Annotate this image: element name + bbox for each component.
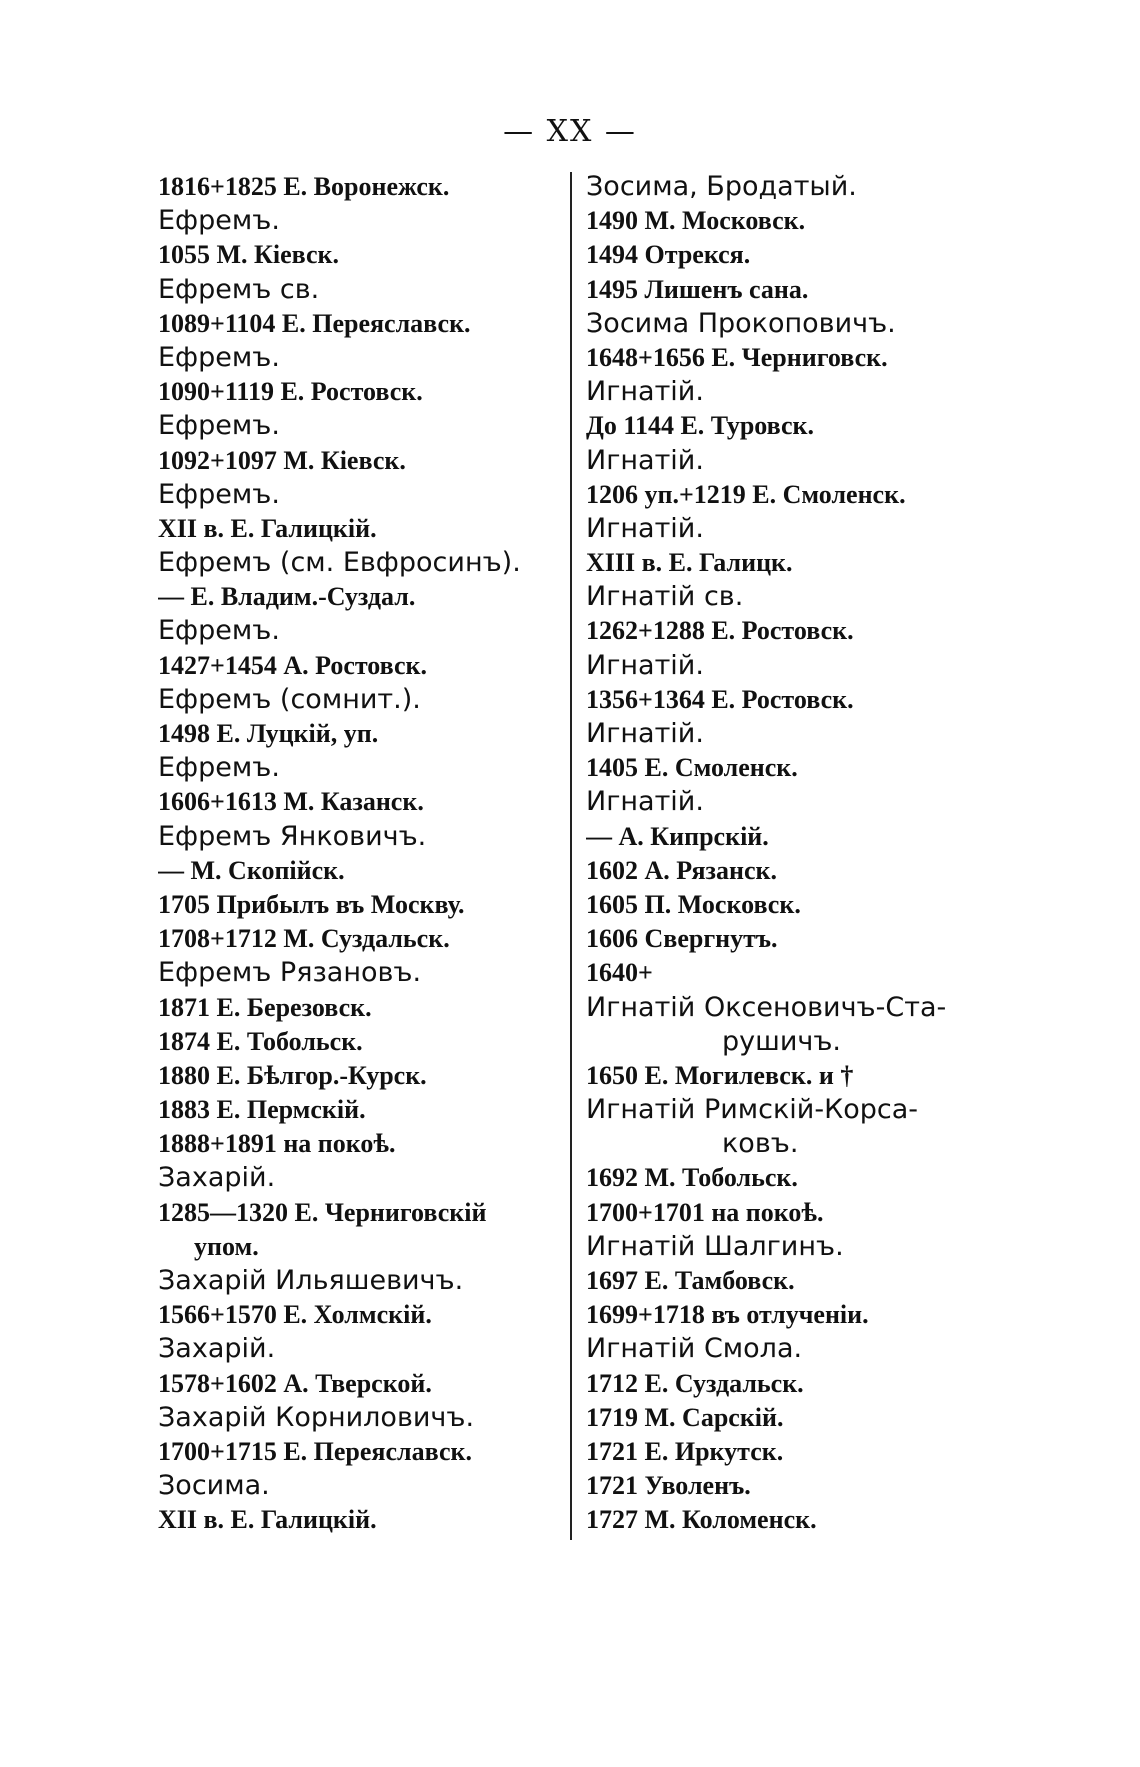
entry-detail: 1498 Е. Луцкій, уп. (158, 719, 379, 748)
entry-name: Ефремъ. (158, 615, 280, 647)
entry-detail: 1262+1288 Е. Ростовск. (586, 616, 854, 646)
entry-name: Игнатій Римскій-Корса- (586, 1094, 919, 1126)
entry-detail: 1705 Прибылъ въ Москву. (158, 889, 465, 919)
entry-detail: 1494 Отрекся. (586, 240, 751, 270)
entry-detail: 1816+1825 Е. Воронежск. (158, 172, 450, 201)
entry-name: Ефремъ. (158, 410, 280, 442)
entry-name: Ефремъ св. (158, 273, 320, 305)
entry-name: Игнатій. (586, 444, 704, 476)
left-column (158, 170, 570, 1538)
entry-detail: 1605 П. Московск. (586, 889, 801, 919)
entry-name: Захарій Ильяшевичъ. (158, 1265, 464, 1296)
entry-detail: 1090+1119 Е. Ростовск. (158, 377, 423, 407)
entry-detail: XIII в. Е. Галицк. (586, 548, 793, 578)
entry-name: Ефремъ Рязановъ. (158, 957, 422, 989)
entry-detail: До 1144 Е. Туровск. (586, 411, 815, 441)
entry-name: Ефремъ. (158, 341, 280, 373)
entry-name: ковъ. (722, 1128, 799, 1160)
entry-detail: 1727 М. Коломенск. (586, 1505, 817, 1535)
entry-name: Игнатій Смола. (586, 1333, 803, 1365)
entry-detail: 1602 А. Рязанск. (586, 855, 778, 885)
entry-name: рушичъ. (722, 1025, 841, 1057)
entry-name: Ефремъ (см. Евфросинъ). (158, 547, 521, 579)
entry-detail: 1871 Е. Березовск. (158, 992, 372, 1022)
entry-name: Захарій Корниловичъ. (158, 1401, 475, 1433)
entry-detail: 1721 Е. Иркутск. (586, 1436, 784, 1466)
entry-name: Зосима. (158, 1470, 270, 1502)
entry-name: Захарій. (158, 1162, 276, 1194)
entry-detail: 1700+1715 Е. Переяславск. (158, 1436, 472, 1466)
entry-detail: 1697 Е. Тамбовск. (586, 1266, 795, 1295)
entry-detail: 1495 Лишенъ сана. (586, 274, 809, 304)
entry-detail: 1206 уп.+1219 Е. Смоленск. (586, 479, 906, 509)
entry-detail: 1490 М. Московск. (586, 206, 806, 236)
entry-detail: 1285—1320 Е. Черниговскій (158, 1197, 487, 1227)
right-column (586, 170, 1002, 1538)
page-number: — XX — (503, 114, 637, 149)
entry-detail: 1880 Е. Бѣлгор.-Курск. (158, 1060, 427, 1090)
entry-detail: 1650 Е. Могилевск. и † (586, 1060, 854, 1090)
entry-detail: 1356+1364 Е. Ростовск. (586, 684, 854, 714)
entry-detail: 1700+1701 на покоѣ. (586, 1197, 824, 1227)
entry-name: Ефремъ Янковичъ. (158, 820, 427, 852)
entry-name: Зосима, Бродатый. (586, 171, 857, 202)
entry-detail: 1055 М. Кіевск. (158, 240, 340, 270)
entry-name: Игнатій. (586, 786, 704, 818)
entry-name: Игнатій. (586, 376, 704, 408)
entry-detail: 1721 Уволенъ. (586, 1471, 751, 1501)
entry-detail: упом. (194, 1231, 259, 1261)
entry-detail: 1888+1891 на покоѣ. (158, 1129, 396, 1159)
entry-detail: — М. Скопійск. (158, 855, 345, 885)
entry-detail: XII в. Е. Галицкій. (158, 1505, 377, 1535)
entry-detail: 1648+1656 Е. Черниговск. (586, 342, 888, 372)
entry-detail: 1883 Е. Пермскій. (158, 1095, 366, 1125)
entry-detail: 1874 Е. Тобольск. (158, 1026, 363, 1056)
column-divider (570, 172, 572, 1540)
entry-detail: 1708+1712 М. Суздальск. (158, 924, 450, 954)
entry-detail: 1405 Е. Смоленск. (586, 753, 798, 783)
entry-detail: 1566+1570 Е. Холмскій. (158, 1300, 432, 1330)
entry-detail: 1699+1718 въ отлученіи. (586, 1300, 869, 1330)
entry-name: Игнатій. (586, 512, 704, 544)
entry-detail: 1719 М. Сарскій. (586, 1402, 784, 1432)
entry-name: Ефремъ (сомнит.). (158, 683, 421, 715)
entry-name: Захарій. (158, 1333, 276, 1365)
entry-detail: — А. Кипрскій. (586, 821, 769, 851)
entry-name: Игнатій св. (586, 581, 744, 613)
entry-detail: 1606+1613 М. Казанск. (158, 787, 424, 817)
entry-name: Ефремъ. (158, 752, 280, 784)
entry-name: Ефремъ. (158, 205, 280, 237)
entry-detail: 1092+1097 М. Кіевск. (158, 445, 406, 475)
entry-detail: 1427+1454 А. Ростовск. (158, 650, 428, 680)
entry-name: Игнатій. (586, 718, 704, 749)
entry-detail: 1089+1104 Е. Переяславск. (158, 308, 471, 338)
entry-detail: — Е. Владим.-Суздал. (158, 582, 416, 612)
entry-detail: 1606 Свергнутъ. (586, 924, 778, 954)
entry-detail: 1712 Е. Суздальск. (586, 1368, 804, 1398)
entry-name: Игнатій. (586, 649, 704, 681)
entry-detail: XII в. Е. Галицкій. (158, 513, 377, 543)
entry-detail: 1692 М. Тобольск. (586, 1163, 798, 1193)
entry-detail: 1578+1602 А. Тверской. (158, 1368, 432, 1398)
entry-name: Игнатій Шалгинъ. (586, 1230, 844, 1262)
entry-name: Игнатій Оксеновичъ-Ста- (586, 991, 947, 1023)
entry-detail: 1640+ (586, 958, 653, 988)
entry-name: Ефремъ. (158, 478, 280, 510)
entry-name: Зосима Прокоповичъ. (586, 307, 896, 339)
